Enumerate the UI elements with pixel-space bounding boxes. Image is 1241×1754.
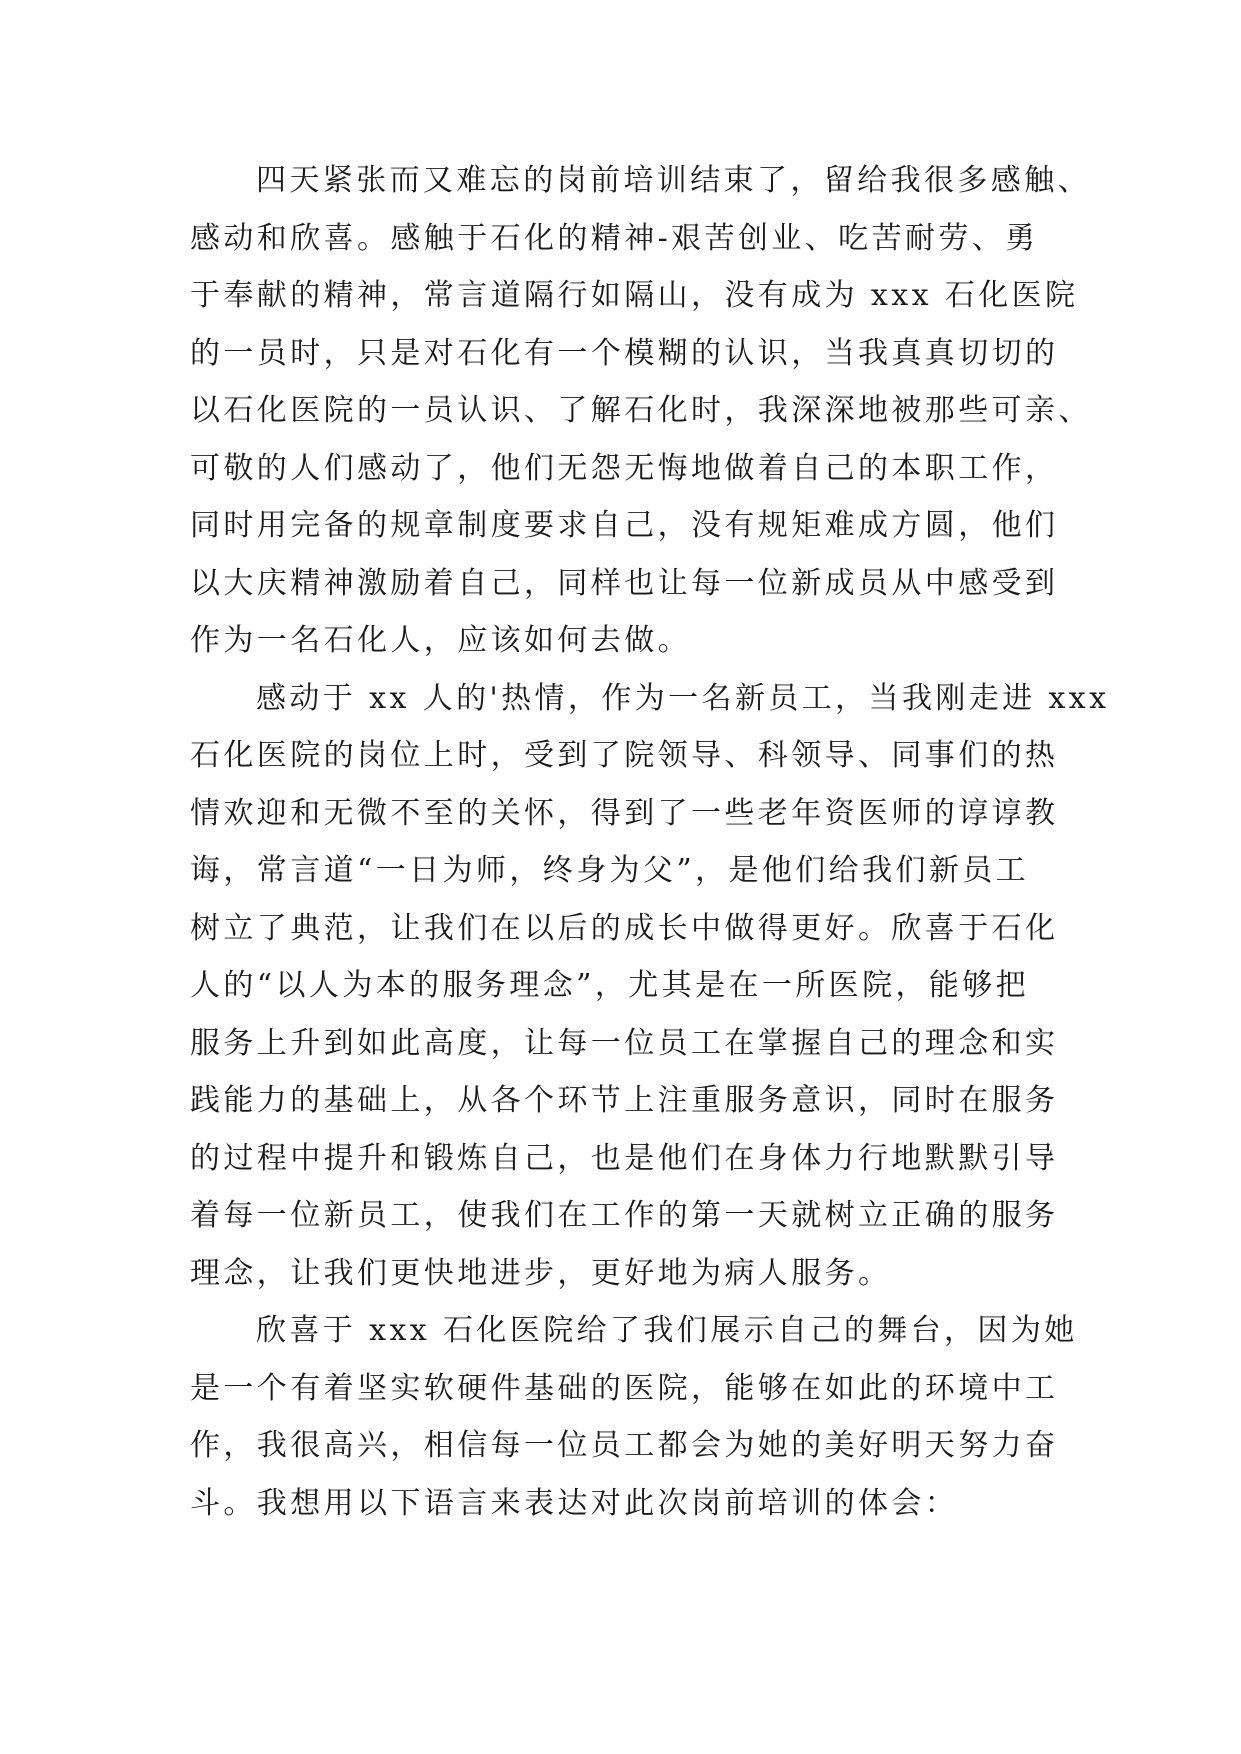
paragraph-2: [190, 670, 1110, 1303]
paragraph-line: 是一个有着坚实软硬件基础的医院，能够在如此的环境中工: [190, 1370, 1059, 1406]
paragraph-line: 石化医院的岗位上时，受到了院领导、科领导、同事们的热: [190, 738, 1059, 773]
document-body: [190, 152, 1110, 1532]
paragraph-line: 欣喜于 xxx 石化医院给了我们展示自己的舞台，因为她: [256, 1313, 1078, 1348]
paragraph-line: 的过程中提升和锻炼自己，也是他们在身体力行地默默引导: [190, 1140, 1059, 1176]
paragraph-1: [190, 152, 1090, 670]
paragraph-line: 情欢迎和无微不至的关怀，得到了一些老年资医师的谆谆教: [190, 795, 1059, 831]
paragraph-line: 理念，让我们更快地进步，更好地为病人服务。: [190, 1255, 892, 1291]
paragraph-line: 诲，常言道“一日为师，终身为父”，是他们给我们新员工: [190, 853, 1030, 888]
paragraph-line: 作为一名石化人，应该如何去做。: [190, 623, 691, 658]
paragraph-line: 着每一位新员工，使我们在工作的第一天就树立正确的服务: [190, 1198, 1059, 1233]
paragraph-3: [190, 1302, 1090, 1532]
paragraph-line: 感动于 xx 人的'热情，作为一名新员工，当我刚走进 xxx: [256, 680, 1110, 716]
paragraph-line: 同时用完备的规章制度要求自己，没有规矩难成方圆，他们: [190, 508, 1059, 543]
paragraph-line: 于奉献的精神，常言道隔行如隔山，没有成为 xxx 石化医院: [190, 278, 1079, 313]
paragraph-line: 人的“以人为本的服务理念”，尤其是在一所医院，能够把: [190, 968, 1030, 1003]
paragraph-line: 服务上升到如此高度，让每一位员工在掌握自己的理念和实: [190, 1025, 1059, 1061]
paragraph-line: 践能力的基础上，从各个环节上注重服务意识，同时在服务: [190, 1083, 1059, 1118]
paragraph-line: 以大庆精神激励着自己，同样也让每一位新成员从中感受到: [190, 565, 1059, 601]
paragraph-line: 可敬的人们感动了，他们无怨无悔地做着自己的本职工作，: [190, 450, 1059, 486]
paragraph-line: 以石化医院的一员认识、了解石化时，我深深地被那些可亲、: [190, 393, 1092, 428]
paragraph-line: 树立了典范，让我们在以后的成长中做得更好。欣喜于石化: [190, 910, 1059, 946]
paragraph-line: 感动和欣喜。感触于石化的精神-艰苦创业、吃苦耐劳、勇: [190, 220, 1039, 256]
paragraph-line: 的一员时，只是对石化有一个模糊的认识，当我真真切切的: [190, 335, 1059, 371]
paragraph-line: 四天紧张而又难忘的岗前培训结束了，留给我很多感触、: [256, 163, 1091, 198]
paragraph-line: 作，我很高兴，相信每一位员工都会为她的美好明天努力奋: [190, 1428, 1059, 1463]
paragraph-line: 斗。我想用以下语言来表达对此次岗前培训的体会：: [190, 1485, 959, 1521]
